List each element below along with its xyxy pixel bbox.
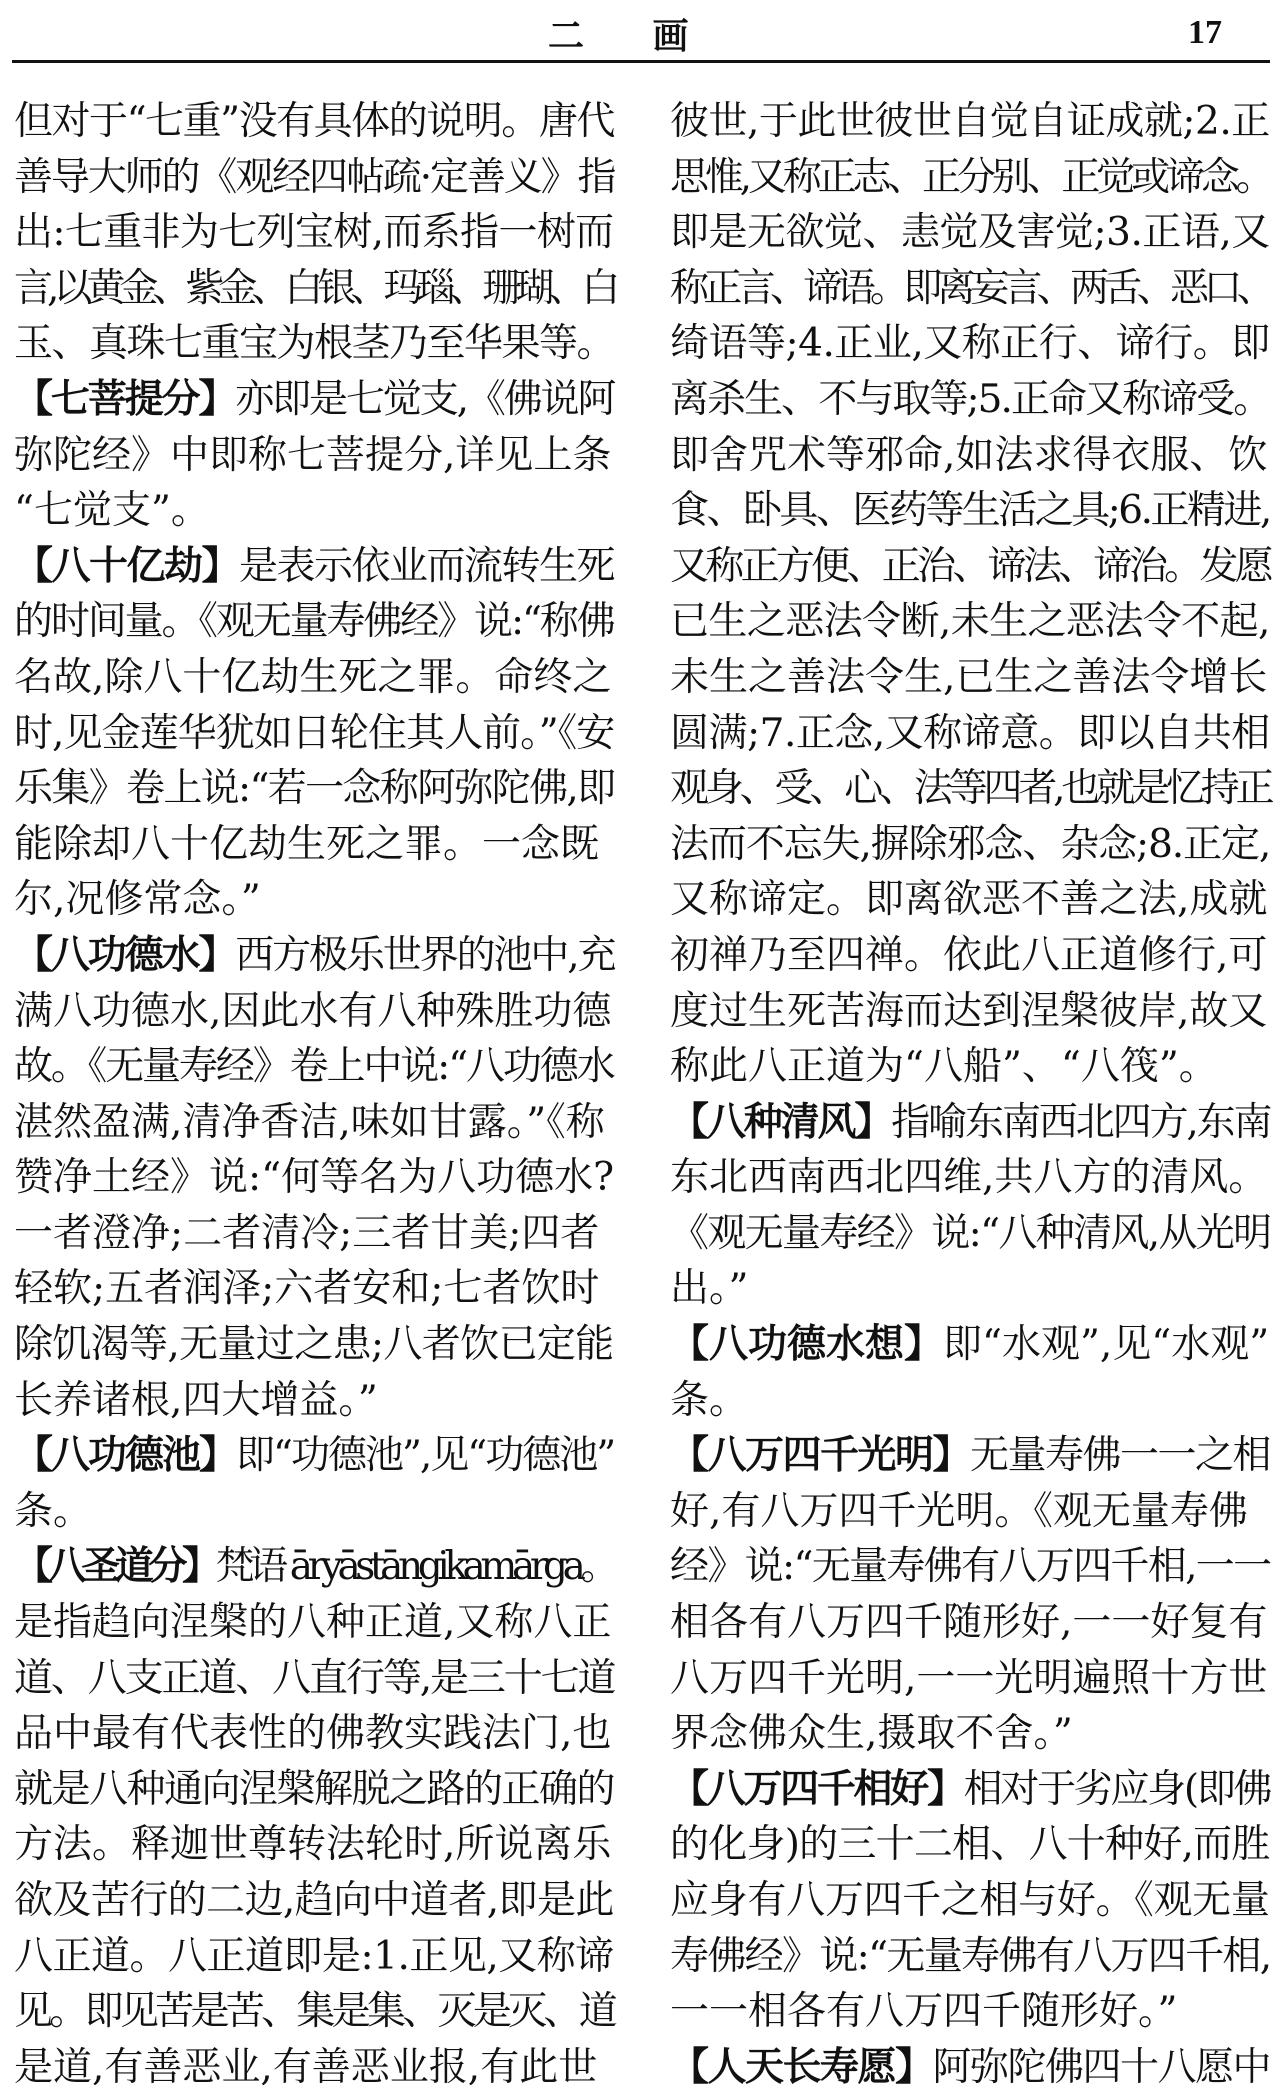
- text-line: 法而不忘失,摒除邪念、杂念;8.正定,: [670, 821, 1271, 867]
- text-line: 好,有八万四千光明。《观无量寿佛: [670, 1488, 1248, 1534]
- text-line: 故。《无量寿经》卷上中说:“八功德水: [14, 1044, 614, 1090]
- text-line: 尔,况修常念。”: [14, 877, 261, 923]
- text-line: 绮语等;4.正业,又称正行、谛行。即: [670, 321, 1270, 367]
- entry-text: 西方极乐世界的池中,充: [235, 932, 615, 978]
- text-line: 寿佛经》说:“无量寿佛有八万四千相,: [670, 1933, 1271, 1979]
- entry-headword: 【人天长寿愿】: [670, 2043, 933, 2090]
- text-line: [14, 928, 614, 984]
- text-line: 言,以黄金、紫金、白银、玛瑙、珊瑚、白: [14, 265, 615, 311]
- entry-text: 即“功德池”,见“功德池”: [236, 1433, 615, 1479]
- text-line: 赞净土经》说:“何等名为八功德水?: [14, 1155, 614, 1201]
- entry-headword: 【八功德池】: [14, 1432, 237, 1479]
- text-line: 是道,有善恶业,有善恶业报,有此世: [14, 2044, 598, 2090]
- text-line: 又称谛定。即离欲恶不善之法,成就: [670, 877, 1268, 923]
- text-line: 一一相各有八万四千随形好。”: [670, 1989, 1178, 2035]
- text-line: 食、卧具、医药等生活之具;6.正精进,: [670, 488, 1270, 534]
- entry-text: 亦即是七觉支,《佛说阿: [235, 376, 615, 422]
- entry-text: 阿弥陀佛四十八愿中: [932, 2044, 1271, 2090]
- text-line: 的化身)的三十二相、八十种好,而胜: [670, 1822, 1270, 1868]
- text-line: 八正道。八正道即是:1.正见,又称谛: [14, 1933, 614, 1979]
- text-line: 品中最有代表性的佛教实践法门,也: [14, 1711, 612, 1757]
- entry-headword: 【八圣道分】: [14, 1543, 216, 1590]
- text-line: 乐集》卷上说:“若一念称阿弥陀佛,即: [14, 766, 615, 812]
- text-line: 八万四千光明,一一光明遍照十方世: [670, 1655, 1268, 1701]
- text-line: 条。: [14, 1488, 93, 1534]
- page-header: [0, 0, 1278, 62]
- text-line: 条。: [670, 1377, 749, 1423]
- text-line: 轻软;五者润泽;六者安和;七者饮时: [14, 1266, 600, 1312]
- text-line: 玉、真珠七重宝为根茎乃至华果等。: [14, 321, 615, 367]
- right-column: [670, 94, 1270, 2095]
- text-line: [14, 372, 614, 428]
- text-line: 出。”: [670, 1266, 749, 1312]
- text-line: 方法。释迦世尊转法轮时,所说离乐: [14, 1822, 612, 1868]
- entry-text: 是表示依业而流转生死: [239, 543, 615, 589]
- text-line: [14, 1428, 614, 1484]
- text-line: 称此八正道为“八船”、“八筏”。: [670, 1044, 1218, 1090]
- text-line: 初禅乃至四禅。依此八正道修行,可: [670, 932, 1268, 978]
- text-line: 满八功德水,因此水有八种殊胜功德: [14, 988, 612, 1034]
- left-column: [14, 94, 614, 2095]
- text-line: [670, 1317, 1270, 1373]
- entry-headword: 【八万四千光明】: [670, 1432, 971, 1479]
- text-line: [670, 1095, 1270, 1151]
- text-line: 应身有八万四千之相与好。《观无量: [670, 1878, 1270, 1923]
- text-line: 名故,除八十亿劫生死之罪。命终之: [14, 654, 612, 700]
- text-line: 一者澄净;二者清冷;三者甘美;四者: [14, 1210, 600, 1256]
- entry-headword: 【七菩提分】: [14, 375, 236, 422]
- text-line: 即舍咒术等邪命,如法求得衣服、饮: [670, 432, 1268, 478]
- text-line: 未生之善法令生,已生之善法令增长: [670, 654, 1268, 700]
- text-line: 即是无欲觉、恚觉及害觉;3.正语,又: [670, 210, 1270, 256]
- text-line: 称正言、谛语。即离妄言、两舌、恶口、: [670, 265, 1271, 311]
- entry-text: 梵语 āryāstāngikamārga。: [215, 1544, 615, 1590]
- text-line: [670, 1428, 1270, 1484]
- text-line: 经》说:“无量寿佛有八万四千相,一一: [670, 1544, 1271, 1590]
- text-line: 相各有八万四千随形好,一一好复有: [670, 1600, 1268, 1646]
- text-line: 时,见金莲华犹如日轮住其人前。”《安: [14, 710, 615, 756]
- text-line: [14, 539, 614, 595]
- entry-headword: 【八种清风】: [670, 1098, 892, 1145]
- header-rule: [12, 60, 1270, 63]
- text-line: 已生之恶法令断,未生之恶法令不起,: [670, 599, 1270, 645]
- text-line: 是指趋向涅槃的八种正道,又称八正: [14, 1600, 612, 1646]
- entry-headword: 【八万四千相好】: [670, 1765, 964, 1812]
- page-number: 17: [1188, 14, 1222, 51]
- text-line: 《观无量寿经》说:“八种清风,从光明: [670, 1210, 1271, 1256]
- text-line: 离杀生、不与取等;5.正命又称谛受。: [670, 376, 1271, 422]
- text-line: 东北西南西北四维,共八方的清风。: [670, 1155, 1268, 1201]
- entry-headword: 【八功德水想】: [670, 1321, 944, 1368]
- entry-text: 指喻东南西北四方,东南: [891, 1099, 1271, 1145]
- text-line: 出:七重非为七列宝树,而系指一树而: [14, 210, 614, 256]
- text-line: “七觉支”。: [14, 488, 210, 534]
- text-line: 又称正方便、正治、谛法、谛治。发愿: [670, 543, 1271, 589]
- text-line: 湛然盈满,清净香洁,味如甘露。”《称: [14, 1099, 605, 1145]
- entry-headword: 【八功德水】: [14, 931, 236, 978]
- text-line: 但对于“七重”没有具体的说明。唐代: [14, 99, 614, 144]
- text-line: 欲及苦行的二边,趋向中道者,即是此: [14, 1878, 614, 1923]
- text-line: 观身、受、心、法等四者,也就是忆持正: [670, 766, 1271, 812]
- text-line: 善导大师的《观经四帖疏·定善义》指: [14, 154, 615, 200]
- entry-headword: 【八十亿劫】: [14, 542, 240, 589]
- text-line: 见。即见苦是苦、集是集、灭是灭、道: [14, 1989, 615, 2035]
- text-line: 弥陀经》中即称七菩提分,详见上条: [14, 432, 612, 478]
- section-title: 二 画: [548, 15, 717, 57]
- text-line: 彼世,于此世彼世自觉自证成就;2.正: [670, 99, 1270, 144]
- text-line: [14, 1539, 614, 1595]
- text-line: [670, 1762, 1270, 1818]
- entry-text: 相对于劣应身(即佛: [963, 1766, 1271, 1812]
- text-line: 界念佛众生,摄取不舍。”: [670, 1711, 1073, 1757]
- text-line: 度过生死苦海而达到涅槃彼岸,故又: [670, 988, 1268, 1034]
- text-line: 就是八种通向涅槃解脱之路的正确的: [14, 1766, 615, 1812]
- text-line: 思惟,又称正志、正分别、正觉或谛念。: [670, 154, 1271, 200]
- text-line: 圆满;7.正念,又称谛意。即以自共相: [670, 710, 1270, 756]
- text-line: [670, 2040, 1270, 2095]
- text-line: 能除却八十亿劫生死之罪。一念既: [14, 821, 600, 867]
- text-line: 道、八支正道、八直行等,是三十七道: [14, 1655, 615, 1701]
- entry-text: 无量寿佛一一之相: [970, 1433, 1271, 1479]
- text-line: 的时间量。《观无量寿佛经》说:“称佛: [14, 599, 614, 645]
- text-line: 长养诸根,四大增益。”: [14, 1377, 378, 1423]
- entry-text: 即“水观”,见“水观”: [943, 1322, 1270, 1368]
- text-line: 除饥渴等,无量过之患;八者饮已定能: [14, 1322, 614, 1368]
